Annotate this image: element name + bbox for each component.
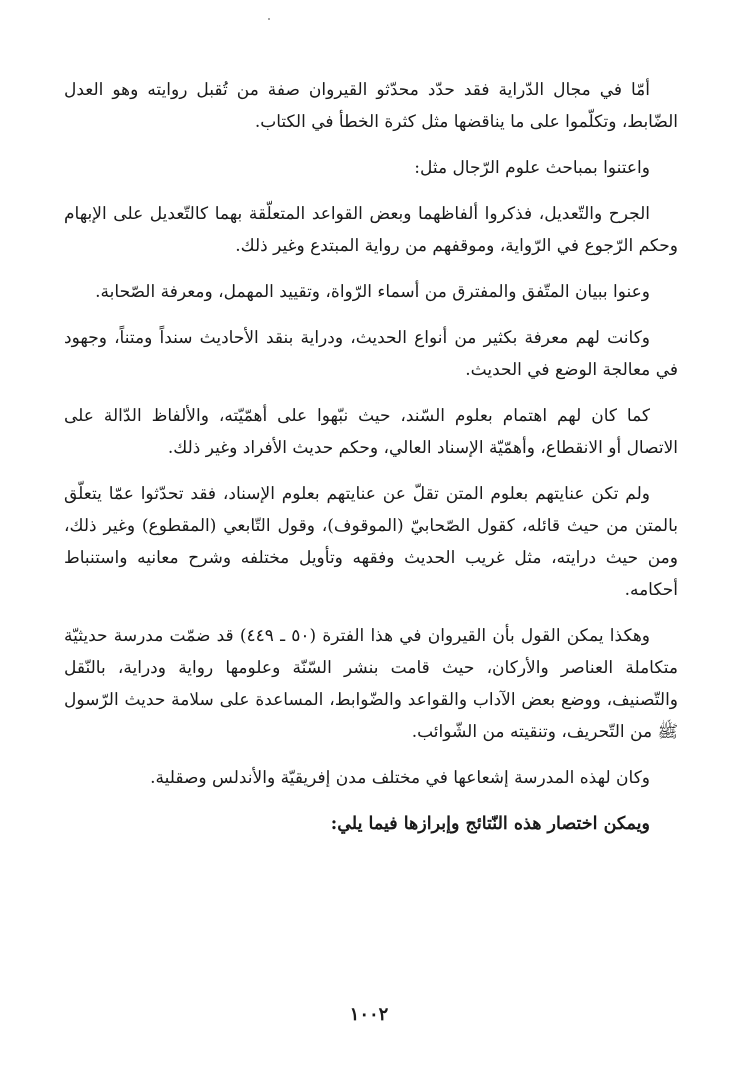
document-body — [64, 74, 678, 854]
top-mark — [268, 18, 270, 20]
paragraph-muttafiq: وعنوا ببيان المتّفق والمفترق من أسماء الرّواة، وتقييد المهمل، ومعرفة الصّحابة. — [95, 282, 650, 302]
paragraph-madrasa: وهكذا يمكن القول بأن القيروان في هذا الفترة (٥٠ ـ ٤٤٩) قد ضمّت مدرسة حديثيّة متكاملة العناصر والأركان، حيث قامت بنشر السّنّة وعلومها رواية ودراية، بالنّقل والتّصنيف، ووضع بعض الآداب والقواعد والضّوابط، المساعدة على سلامة حديث الرّسول ﷺ من التّحريف، وتنقيته من الشّوائب. — [64, 626, 678, 742]
paragraph-rijal-intro: واعتنوا بمباحث علوم الرّجال مثل: — [414, 158, 650, 178]
paragraph-summary-heading: ويمكن اختصار هذه النّتائج وإبرازها فيما يلي: — [330, 814, 650, 834]
page-number: ١٠٠٢ — [349, 1004, 389, 1025]
paragraph-ulum-sanad: كما كان لهم اهتمام بعلوم السّند، حيث نبّهوا على أهمّيّته، والألفاظ الدّالة على الاتصال أو الانقطاع، وأهمّيّة الإسناد العالي، وحكم حديث الأفراد وغير ذلك. — [64, 406, 678, 458]
paragraph-dirayah: أمّا في مجال الدّراية فقد حدّد محدّثو القيروان صفة من تُقبل روايته وهو العدل الضّابط، وتكلّموا على ما يناقضها مثل كثرة الخطأ في الكتاب. — [64, 80, 678, 132]
paragraph-ulum-matn: ولم تكن عنايتهم بعلوم المتن تقلّ عن عنايتهم بعلوم الإسناد، فقد تحدّثوا عمّا يتعلّق بالمتن من حيث قائله، كقول الصّحابيّ (الموقوف)، وقول التّابعي (المقطوع) وغير ذلك، ومن حيث درايته، مثل غريب الحديث وفقهه وتأويل مختلفه وشرح معانيه واستنباط أحكامه. — [64, 484, 678, 600]
paragraph-anwa-hadith: وكانت لهم معرفة بكثير من أنواع الحديث، ودراية بنقد الأحاديث سنداً ومتناً، وجهود في معالجة الوضع في الحديث. — [64, 328, 678, 380]
paragraph-jarh-tadil: الجرح والتّعديل، فذكروا ألفاظهما وبعض القواعد المتعلّقة بهما كالتّعديل على الإبهام وحكم الرّجوع في الرّواية، وموقفهم من رواية المبتدع وغير ذلك. — [64, 204, 678, 256]
paragraph-ishaa: وكان لهذه المدرسة إشعاعها في مختلف مدن إفريقيّة والأندلس وصقلية. — [150, 768, 650, 788]
